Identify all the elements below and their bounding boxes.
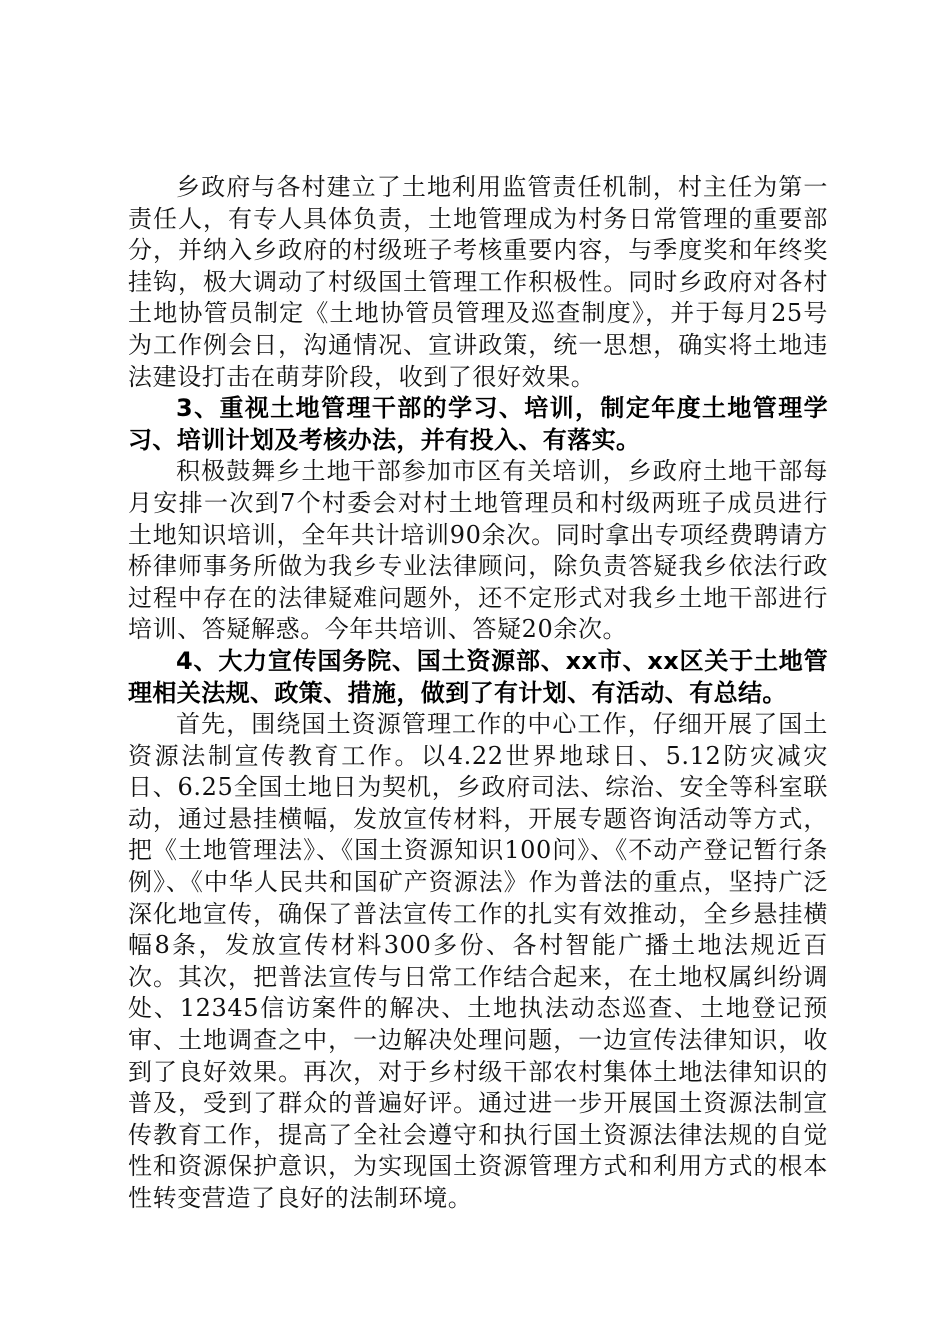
heading-item-4-publicity: 4、大力宣传国务院、国土资源部、xx市、xx区关于土地管理相关法规、政策、措施，做到了有计划、有活动、有总结。 xyxy=(128,646,828,707)
document-body xyxy=(128,172,828,1215)
paragraph-supervision-mechanism: 乡政府与各村建立了土地利用监管责任机制，村主任为第一责任人，有专人具体负责，土地管理成为村务日常管理的重要部分，并纳入乡政府的村级班子考核重要内容，与季度奖和年终奖挂钩，极大调动了村级国土管理工作积极性。同时乡政府对各村土地协管员制定《土地协管员管理及巡查制度》，并于每月25号为工作例会日，沟通情况、宣讲政策，统一思想，确实将土地违法建设打击在萌芽阶段，收到了很好效果。 xyxy=(128,173,828,391)
paragraph-publicity-details: 首先，围绕国土资源管理工作的中心工作，仔细开展了国土资源法制宣传教育工作。以4.22世界地球日、5.12防灾减灾日、6.25全国土地日为契机，乡政府司法、综治、安全等科室联动，通过悬挂横幅，发放宣传材料，开展专题咨询活动等方式，把《土地管理法》、《国土资源知识100问》、《不动产登记暂行条例》、《中华人民共和国矿产资源法》作为普法的重点，坚持广泛深化地宣传，确保了普法宣传工作的扎实有效推动，全乡悬挂横幅8条，发放宣传材料300多份、各村智能广播土地法规近百次。其次，把普法宣传与日常工作结合起来，在土地权属纠纷调处、12345信访案件的解决、土地执法动态巡查、土地登记预审、土地调查之中，一边解决处理问题，一边宣传法律知识，收到了良好效果。再次，对于乡村级干部农村集体土地法律知识的普及，受到了群众的普遍好评。通过进一步开展国土资源法制宣传教育工作，提高了全社会遵守和执行国土资源法律法规的自觉性和资源保护意识，为实现国土资源管理方式和利用方式的根本性转变营造了良好的法制环境。 xyxy=(128,710,828,1212)
heading-item-3-training: 3、重视土地管理干部的学习、培训，制定年度土地管理学习、培训计划及考核办法，并有投入、有落实。 xyxy=(128,394,828,454)
paragraph-training-details: 积极鼓舞乡土地干部参加市区有关培训，乡政府土地干部每月安排一次到7个村委会对村土地管理员和村级两班子成员进行土地知识培训，全年共计培训90余次。同时拿出专项经费聘请方桥律师事务所做为我乡专业法律顾问，除负责答疑我乡依法行政过程中存在的法律疑难问题外，还不定形式对我乡土地干部进行培训、答疑解惑。今年共培训、答疑20余次。 xyxy=(128,457,828,644)
